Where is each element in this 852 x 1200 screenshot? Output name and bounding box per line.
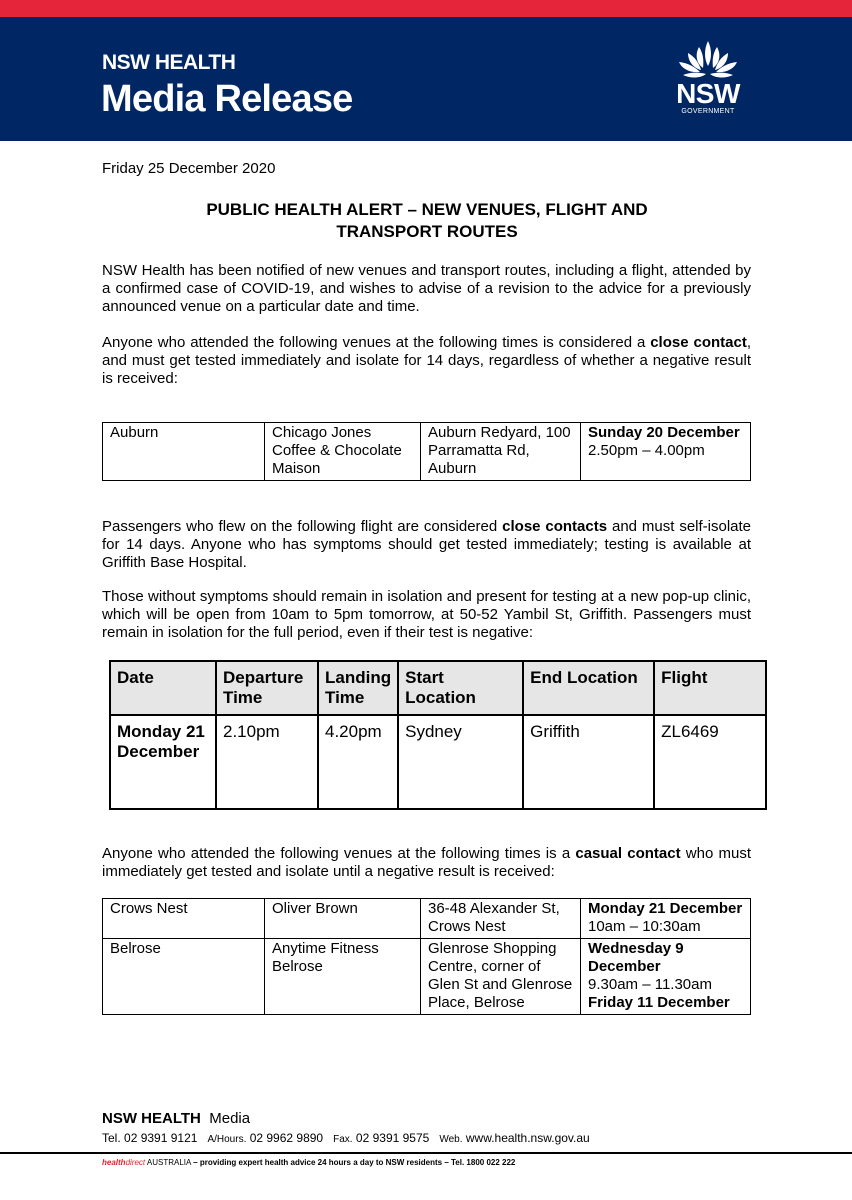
flight-start: Sydney — [398, 715, 523, 809]
col-header-date: Date — [110, 661, 216, 715]
venue-date-2: Friday 11 December — [588, 994, 730, 1011]
footer-fax: 02 9391 9575 — [355, 1131, 430, 1145]
flight-paragraph-2: Those without symptoms should remain in isolation and present for testing at a new pop-up clinic, which will be open from 10am to 5pm tomorrow, at 50-52 Yambil St, Griffith. Passengers must remain in isolation for the full period, even if their test is negative: — [102, 588, 751, 641]
close-contact-venue-table — [102, 422, 751, 481]
flight-departure: 2.10pm — [216, 715, 318, 809]
venue-suburb: Crows Nest — [103, 899, 265, 939]
headline-line-2: TRANSPORT ROUTES — [336, 222, 518, 241]
venue-datetime — [581, 423, 751, 481]
venue-suburb: Belrose — [103, 939, 265, 1015]
headline — [102, 199, 752, 243]
venue-date: Monday 21 December — [588, 900, 743, 917]
table-row — [103, 423, 751, 481]
table-row — [110, 715, 766, 809]
release-date: Friday 25 December 2020 — [102, 160, 276, 177]
header-banner — [0, 17, 852, 141]
venue-time: 9.30am – 11.30am — [588, 976, 712, 993]
table-header-row — [110, 661, 766, 715]
healthdirect-footer: healthdirect AUSTRALIA – providing expert health advice 24 hours a day to NSW residents – Tel. 1800 022 222 — [102, 1158, 516, 1167]
header-kicker: NSW HEALTH — [102, 51, 236, 74]
venue-datetime — [581, 899, 751, 939]
headline-line-1: PUBLIC HEALTH ALERT – NEW VENUES, FLIGHT AND — [206, 200, 648, 219]
logo-subtext: GOVERNMENT — [681, 108, 735, 115]
venue-time: 10am – 10:30am — [588, 918, 701, 935]
casual-contact-paragraph: Anyone who attended the following venues at the following times is a casual contact who must immediately get tested and isolate until a negative result is received: — [102, 845, 751, 880]
col-header-end: End Location — [523, 661, 654, 715]
logo-wordmark: NSW — [676, 78, 740, 109]
casual-contact-venue-table — [102, 898, 751, 1015]
header-title: Media Release — [101, 78, 353, 120]
close-contact-paragraph: Anyone who attended the following venues at the following times is considered a close contact, and must get tested immediately and isolate for 14 days, regardless of whether a negative result is received: — [102, 334, 751, 387]
venue-address: Glenrose Shopping Centre, corner of Glen St and Glenrose Place, Belrose — [421, 939, 581, 1015]
flight-paragraph-1: Passengers who flew on the following flight are considered close contacts and must self-isolate for 14 days. Anyone who has symptoms should get tested immediately; testing is available at Griffith Base Hospital. — [102, 518, 752, 571]
venue-datetime — [581, 939, 751, 1015]
venue-name: Oliver Brown — [265, 899, 421, 939]
flight-landing: 4.20pm — [318, 715, 398, 809]
flight-number: ZL6469 — [654, 715, 766, 809]
flight-table — [109, 660, 767, 810]
venue-date: Sunday 20 December — [588, 424, 740, 441]
footer-web-link[interactable]: www.health.nsw.gov.au — [465, 1131, 590, 1145]
close-contacts-emphasis: close contacts — [502, 518, 608, 535]
casual-contact-emphasis: casual contact — [575, 845, 681, 862]
top-color-stripe — [0, 0, 852, 17]
col-header-start: Start Location — [398, 661, 523, 715]
col-header-departure: Departure Time — [216, 661, 318, 715]
venue-date: Wednesday 9 December — [588, 940, 684, 975]
footer-tel: 02 9391 9121 — [124, 1131, 198, 1145]
venue-name: Anytime Fitness Belrose — [265, 939, 421, 1015]
footer-org: NSW HEALTH Media — [102, 1110, 251, 1127]
table-row — [103, 939, 751, 1015]
footer-divider — [0, 1152, 852, 1154]
col-header-flight: Flight — [654, 661, 766, 715]
nsw-government-logo — [668, 39, 748, 139]
venue-time: 2.50pm – 4.00pm — [588, 442, 705, 459]
close-contact-emphasis: close contact — [650, 334, 747, 351]
footer-contact: Tel. 02 9391 9121 A/Hours. 02 9962 9890 Fax. 02 9391 9575 Web. www.health.nsw.gov.au — [102, 1131, 590, 1145]
col-header-landing: Landing Time — [318, 661, 398, 715]
venue-name: Chicago Jones Coffee & Chocolate Maison — [265, 423, 421, 481]
waratah-icon — [673, 39, 743, 81]
table-row — [103, 899, 751, 939]
venue-address: Auburn Redyard, 100 Parramatta Rd, Auburn — [421, 423, 581, 481]
intro-paragraph: NSW Health has been notified of new venues and transport routes, including a flight, attended by a confirmed case of COVID-19, and wishes to advise of a revision to the advice for a previously announced venue on a particular date and time. — [102, 262, 751, 315]
venue-suburb: Auburn — [103, 423, 265, 481]
footer-after-hours: 02 9962 9890 — [249, 1131, 324, 1145]
venue-address: 36-48 Alexander St, Crows Nest — [421, 899, 581, 939]
flight-date: Monday 21 December — [110, 715, 216, 809]
flight-end: Griffith — [523, 715, 654, 809]
